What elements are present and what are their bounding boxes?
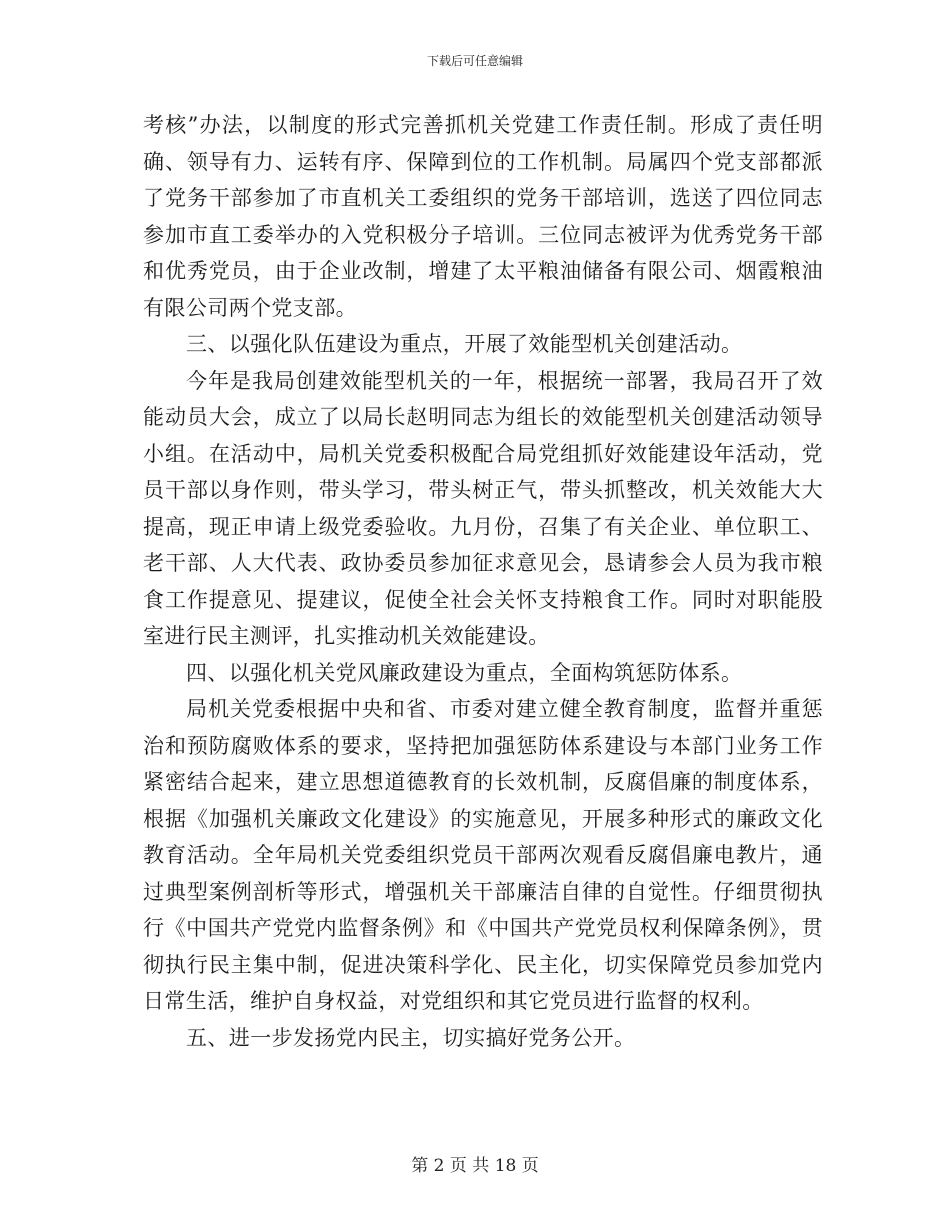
- page-header: 下载后可任意编辑: [426, 54, 523, 68]
- page-number-footer: 第 2 页 共 18 页: [411, 1156, 539, 1176]
- document-body: [143, 107, 823, 1056]
- section-heading-four: 四、以强化机关党风廉政建设为重点，全面构筑惩防体系。: [186, 660, 743, 685]
- section-heading-three: 三、以强化队伍建设为重点，开展了效能型机关创建活动。: [186, 332, 743, 356]
- paragraph-efficiency-campaign: 今年是我局创建效能型机关的一年，根据统一部署，我局召开了效能动员大会，成立了以局长赵明同志为组长的效能型机关创建活动领导小组。在活动中，局机关党委积极配合局党组抓好效能建设年活动，党员干部以身作则，带头学习，带头树正气，带头抓整改，机关效能大大提高，现正申请上级党委验收。九月份，召集了有关企业、单位职工、老干部、人大代表、政协委员参加征求意见会，恳请参会人员为我市粮食工作提意见、提建议，促使全社会关怀支持粮食工作。同时对职能股室进行民主测评，扎实推动机关效能建设。: [143, 368, 823, 648]
- paragraph-continuation: 考核”办法，以制度的形式完善抓机关党建工作责任制。形成了责任明确、领导有力、运转有序、保障到位的工作机制。局属四个党支部都派了党务干部参加了市直机关工委组织的党务干部培训，选送了四位同志参加市直工委举办的入党积极分子培训。三位同志被评为优秀党务干部和优秀党员，由于企业改制，增建了太平粮油储备有限公司、烟霞粮油有限公司两个党支部。: [143, 113, 823, 320]
- section-heading-five: 五、进一步发扬党内民主，切实搞好党务公开。: [186, 1025, 636, 1050]
- paragraph-anti-corruption: 局机关党委根据中央和省、市委对建立健全教育制度，监督并重惩治和预防腐败体系的要求，坚持把加强惩防体系建设与本部门业务工作紧密结合起来，建立思想道德教育的长效机制，反腐倡廉的制度体系，根据《加强机关廉政文化建设》的实施意见，开展多种形式的廉政文化教育活动。全年局机关党委组织党员干部两次观看反腐倡廉电教片，通过典型案例剖析等形式，增强机关干部廉洁自律的自觉性。仔细贯彻执行《中国共产党党内监督条例》和《中国共产党党员权利保障条例》，贯彻执行民主集中制，促进决策科学化、民主化，切实保障党员参加党内日常生活，维护自身权益，对党组织和其它党员进行监督的权利。: [143, 697, 823, 1013]
